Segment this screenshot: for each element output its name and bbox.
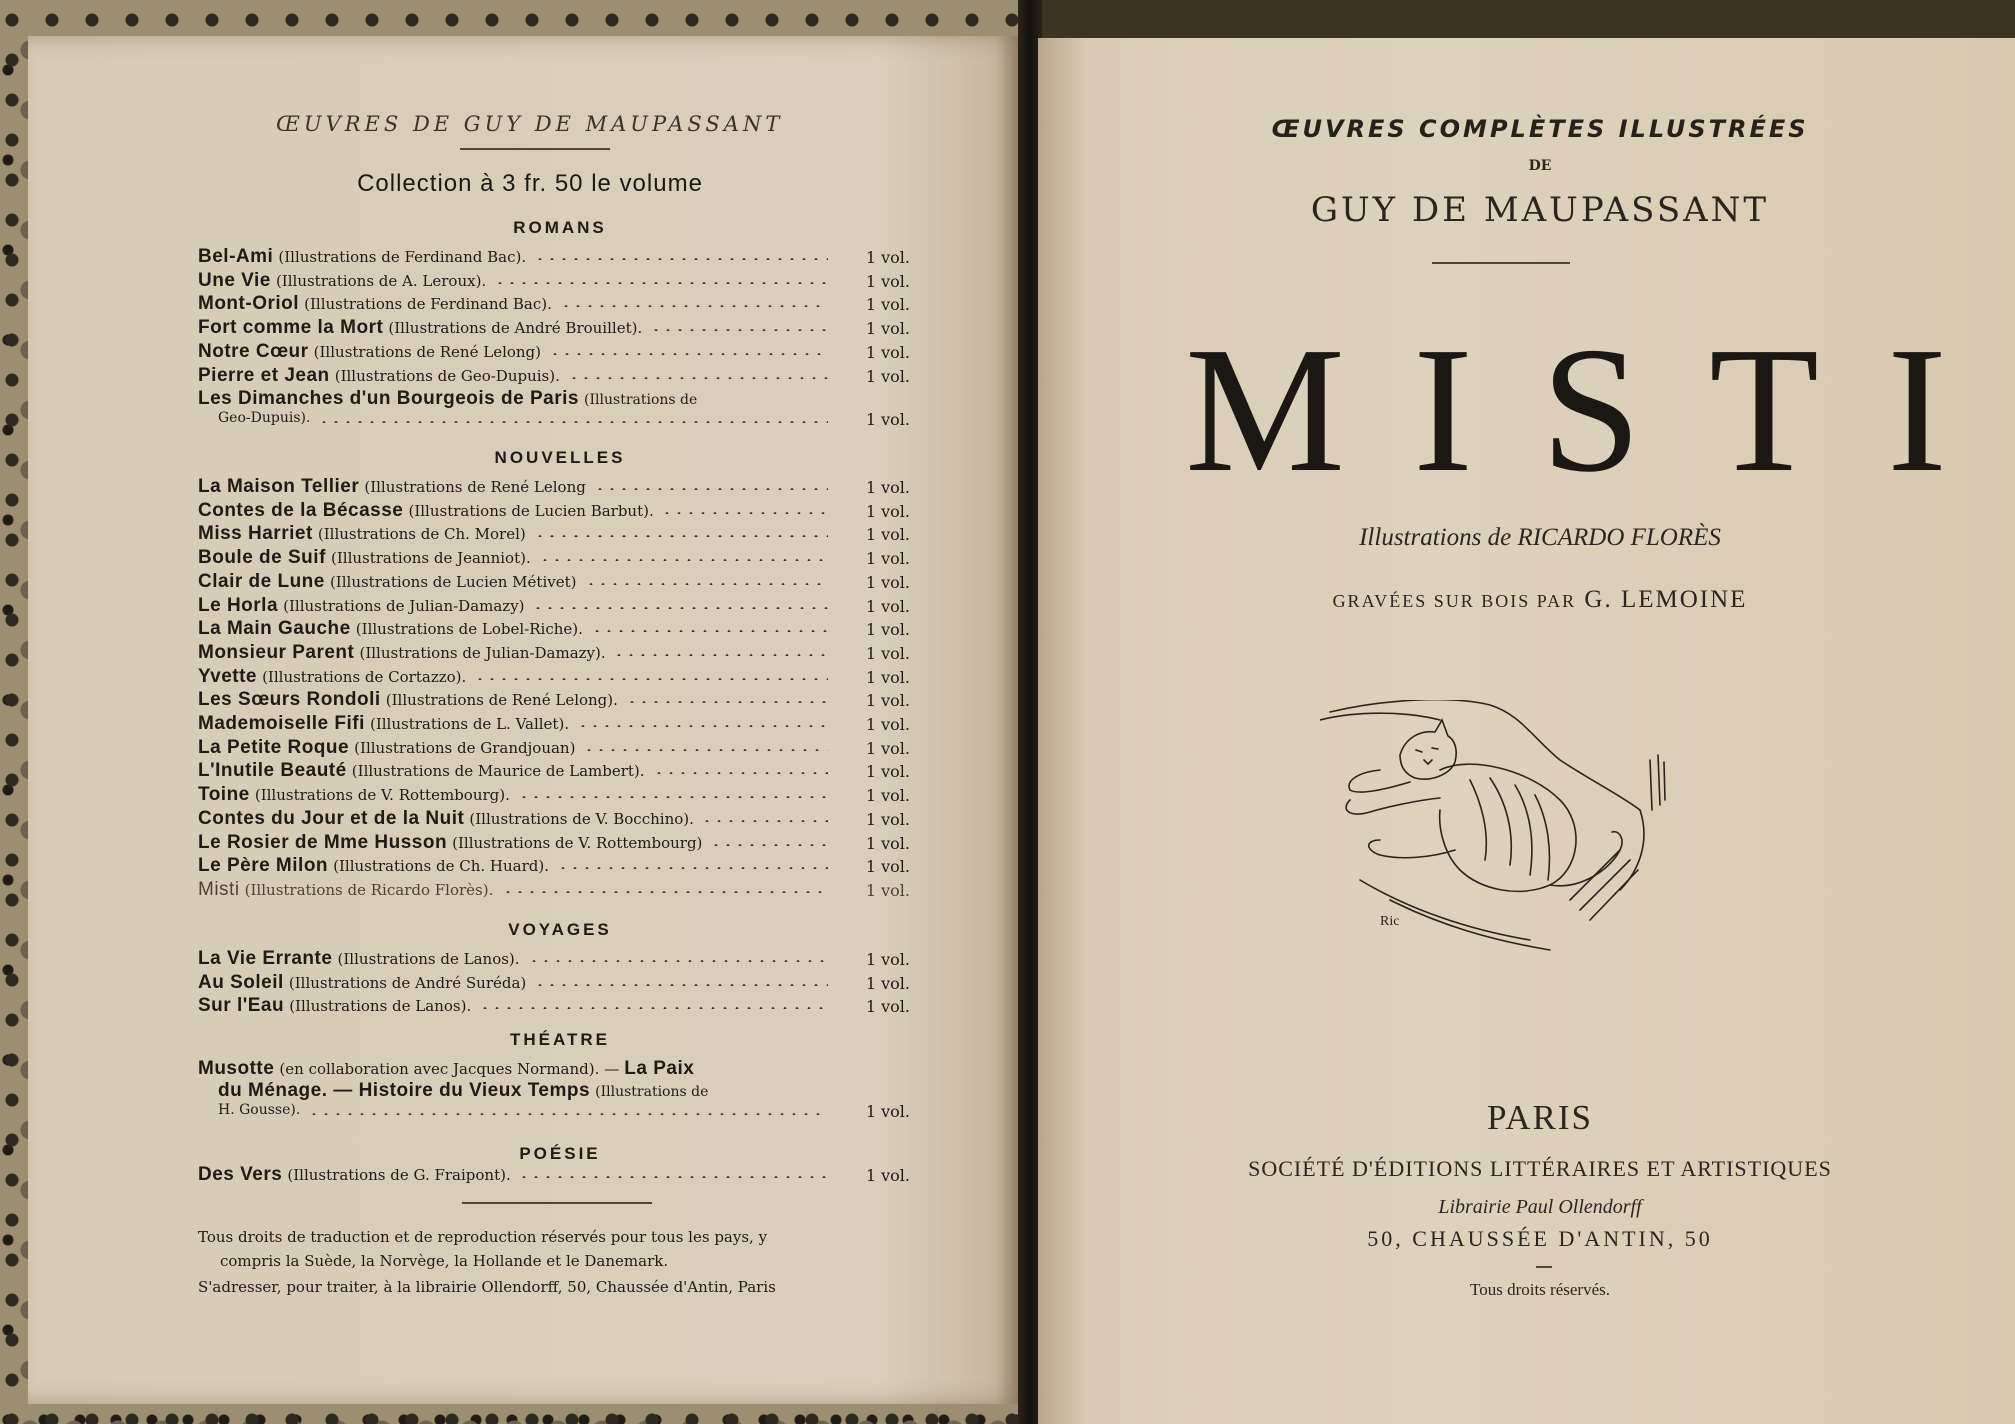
rights-line: compris la Suède, la Norvège, la Hollande et le Danemark. [220,1252,669,1270]
entry-volume: 1 vol. [865,572,910,592]
entry-title: La Petite Roque [198,736,350,758]
entry-title: Des Vers [198,1164,283,1185]
dot-leader [502,891,828,893]
dot-leader [534,984,828,986]
engraver-name: G. LEMOINE [1584,586,1748,613]
entry-title: Au Soleil [198,971,284,993]
entry-volume: 1 vol. [865,596,910,616]
catalogue-entry [198,808,910,831]
entry-detail: (Illustrations de Cortazzo). [262,667,467,686]
entry-volume: 1 vol. [865,762,910,782]
dot-leader [518,1176,828,1178]
dot-leader [549,353,828,355]
catalogue-entry [198,365,910,388]
entry-volume: 1 vol. [865,1102,910,1121]
entry-detail: (Illustrations de Lanos). [289,997,472,1016]
dot-leader [528,960,828,962]
entry-detail: (Illustrations de A. Leroux). [275,271,487,290]
entry-volume: 1 vol. [865,715,910,734]
illustrator-line: Illustrations de RICARDO FLORÈS [1359,524,1721,551]
entry-title: Mont-Oriol [198,293,300,315]
entry-detail: (Illustrations de Julian-Damazy) [283,596,525,615]
catalogue-entry [198,760,910,783]
entry-title: Misti [198,878,240,900]
entry-volume: 1 vol. [865,950,910,969]
dot-leader [710,844,828,846]
entry-title: Toine [198,784,250,806]
catalogue-entry [198,246,910,269]
entry-detail: (Illustrations de René Lelong [364,478,586,496]
entry-volume: 1 vol. [865,410,910,430]
entry-detail: (Illustrations de Ferdinand Bac). [304,295,552,314]
entry-volume: 1 vol. [865,319,910,339]
entry-detail: (Illustrations de André Brouillet). [388,319,643,338]
dot-leader [557,867,828,869]
entry-volume: 1 vol. [865,738,910,758]
entry-detail: (Illustrations de André Suréda) [288,973,527,992]
catalogue-entry [198,476,910,499]
catalogue-entry [198,642,910,665]
divider [460,148,610,150]
section-heading: THÉATRE [509,1030,610,1049]
catalogue-entry [198,784,910,807]
catalogue-entry [198,737,910,760]
catalogue-entry [198,500,910,523]
entry-volume: 1 vol. [865,501,910,521]
catalogue-entry [198,666,910,689]
entry-title: Musotte [198,1058,275,1079]
section-heading: POÉSIE [519,1144,601,1163]
catalogue-entry [198,1058,910,1124]
catalogue-entry [198,595,910,618]
entry-detail: (Illustrations de Lanos). [337,950,520,968]
entry-volume: 1 vol. [865,833,910,853]
entry-detail: (Illustrations de Ferdinand Bac). [278,248,527,266]
entry-detail: (Illustrations de Geo-Dupuis). [334,366,560,385]
de-label: DE [1528,158,1552,174]
entry-title: Une Vie [198,269,271,291]
entry-volume: 1 vol. [865,691,910,711]
dot-leader [539,559,828,561]
catalogue-entry [198,523,910,546]
entry-title: Yvette [198,665,257,687]
dot-leader [577,725,828,727]
dot-leader [613,654,828,656]
dot-leader [518,796,828,798]
catalogue-entry [198,293,910,316]
publisher: SOCIÉTÉ D'ÉDITIONS LITTÉRAIRES ET ARTISTIQUES [1248,1156,1832,1181]
dot-leader [534,535,828,537]
catalogue-entry [198,317,910,340]
rights-reserved: Tous droits réservés. [1470,1280,1610,1299]
catalogue-entry [198,689,910,712]
address: 50, CHAUSSÉE D'ANTIN, 50 [1367,1226,1713,1251]
entry-detail: (Illustrations de Ricardo Florès). [244,880,494,899]
dot-leader [591,630,828,632]
catalogue-entry [198,948,910,971]
entry-detail: (Illustrations de V. Rottembourg) [452,833,703,852]
entry-title: Les Sœurs Rondoli [198,689,381,711]
entry-volume: 1 vol. [865,549,910,569]
divider [1536,1266,1552,1268]
entry-volume: 1 vol. [865,786,910,806]
dot-leader [653,772,828,774]
book-title: MISTI [1185,310,2015,509]
catalogue-entry [198,571,910,594]
entry-detail: (Illustrations de Lucien Barbut). [408,501,654,520]
entry-title: Boule de Suif [198,547,326,569]
entry-title: La Main Gauche [198,618,351,640]
entry-volume: 1 vol. [865,973,910,993]
bookshop: Librairie Paul Ollendorff [1438,1196,1642,1218]
entry-detail: (Illustrations de [584,392,698,409]
entry-volume: 1 vol. [865,525,910,545]
cat-illustration [1320,700,1720,980]
author-name: GUY DE MAUPASSANT [1310,190,1770,230]
dot-leader [626,701,828,703]
dot-leader [661,512,828,514]
dot-leader [585,583,828,585]
entry-detail: (Illustrations de V. Bocchino). [469,809,694,828]
entry-title: L'Inutile Beauté [198,760,347,782]
entry-title: Mademoiselle Fifi [198,713,365,734]
entry-detail: (Illustrations de Lobel-Riche). [355,620,583,639]
entry-volume: 1 vol. [865,366,910,386]
catalogue-entry [198,618,910,641]
entry-title: Monsieur Parent [198,641,355,663]
entry-title: Fort comme la Mort [198,317,384,339]
city: PARIS [1487,1098,1593,1137]
entry-volume: 1 vol. [865,295,910,315]
catalogue-entry [198,972,910,995]
artist-signature: Ric [1380,914,1400,929]
dot-leader [560,305,828,307]
entry-volume: 1 vol. [865,342,910,362]
catalogue-entry [198,855,910,878]
entry-volume: 1 vol. [865,643,910,663]
entry-detail: (Illustrations de G. Fraipont). [287,1166,511,1184]
collection-title: Collection à 3 fr. 50 le volume [357,170,703,197]
dot-leader [474,678,828,680]
entry-title: Contes de la Bécasse [198,499,404,521]
entry-volume: 1 vol. [865,478,910,497]
entry-detail: H. Gousse). [218,1102,301,1118]
dot-leader [594,488,828,490]
entry-title: La Vie Errante [198,948,333,969]
catalogue-entry [198,270,910,293]
entry-title: Sur l'Eau [198,995,285,1017]
engraver-line [1080,586,2000,614]
rights-line: Tous droits de traduction et de reproduction réservés pour tous les pays, y [198,1228,768,1246]
dot-leader [534,258,828,260]
entry-volume: 1 vol. [865,1166,910,1185]
entry-title: La Maison Tellier [198,476,360,497]
entry-detail: (Illustrations de [595,1084,709,1100]
entry-volume: 1 vol. [865,857,910,877]
entry-title: Miss Harriet [198,523,313,545]
catalogue-entry [198,388,910,432]
entry-volume: 1 vol. [865,667,910,687]
catalogue-entry [198,995,910,1018]
catalogue-entry [198,547,910,570]
entry-detail: (Illustrations de Grandjouan) [354,738,576,757]
entry-title: Bel-Ami [198,246,274,267]
entry-title: Pierre et Jean [198,364,330,386]
entry-detail: (Illustrations de L. Vallet). [369,715,570,733]
entry-detail: Geo-Dupuis). [218,410,311,427]
entry-title: Clair de Lune [198,570,325,592]
entry-title: Les Dimanches d'un Bourgeois de Paris [198,388,579,410]
entry-title: Notre Cœur [198,340,309,362]
section-heading: ROMANS [513,218,607,237]
entry-volume: 1 vol. [865,809,910,829]
section-heading: VOYAGES [508,920,612,939]
entry-volume: 1 vol. [865,248,910,267]
dot-leader [479,1007,828,1009]
series-header: ŒUVRES DE GUY DE MAUPASSANT [276,112,784,136]
entry-title: Le Rosier de Mme Husson [198,831,448,853]
entry-volume: 1 vol. [865,997,910,1017]
entry-title: La Paix [624,1058,695,1079]
dot-leader [583,749,828,751]
entry-detail: (Illustrations de Jeanniot). [331,549,531,568]
dot-leader [308,1113,828,1115]
catalogue-entry [198,713,910,736]
dot-leader [650,329,828,331]
entry-title: Le Horla [198,594,279,616]
catalogue-entry [198,341,910,364]
entry-title: Le Père Milon [198,855,329,877]
divider [462,1202,652,1204]
entry-detail: (Illustrations de Lucien Métivet) [329,572,577,591]
catalogue-entry [198,1164,910,1187]
entry-detail: (Illustrations de René Lelong) [313,342,542,361]
entry-detail: (Illustrations de Maurice de Lambert). [351,762,645,781]
dot-leader [701,820,828,822]
series-title: ŒUVRES COMPLÈTES ILLUSTRÉES [1271,115,1809,143]
entry-title: du Ménage. — Histoire du Vieux Temps [218,1080,591,1101]
entry-detail: (Illustrations de Ch. Morel) [317,525,526,544]
dot-leader [568,377,828,379]
entry-detail: (en collaboration avec Jacques Normand). — [279,1060,620,1078]
entry-detail: (Illustrations de Ch. Huard). [333,857,549,876]
entry-volume: 1 vol. [865,880,910,900]
catalogue-entry [198,879,910,902]
entry-detail: (Illustrations de René Lelong). [385,691,618,710]
divider [1432,262,1570,264]
entry-detail: (Illustrations de V. Rottembourg). [254,786,510,805]
dot-leader [318,421,828,423]
entry-title: Contes du Jour et de la Nuit [198,807,465,829]
engraved-prefix: GRAVÉES SUR BOIS PAR [1332,591,1577,611]
section-heading: NOUVELLES [494,448,626,467]
rights-line: S'adresser, pour traiter, à la librairie Ollendorff, 50, Chaussée d'Antin, Paris [198,1278,776,1296]
entry-volume: 1 vol. [865,620,910,640]
dot-leader [494,282,828,284]
catalogue-entry [198,832,910,855]
entry-detail: (Illustrations de Julian-Damazy). [359,643,606,662]
dot-leader [532,607,828,609]
entry-volume: 1 vol. [865,271,910,291]
